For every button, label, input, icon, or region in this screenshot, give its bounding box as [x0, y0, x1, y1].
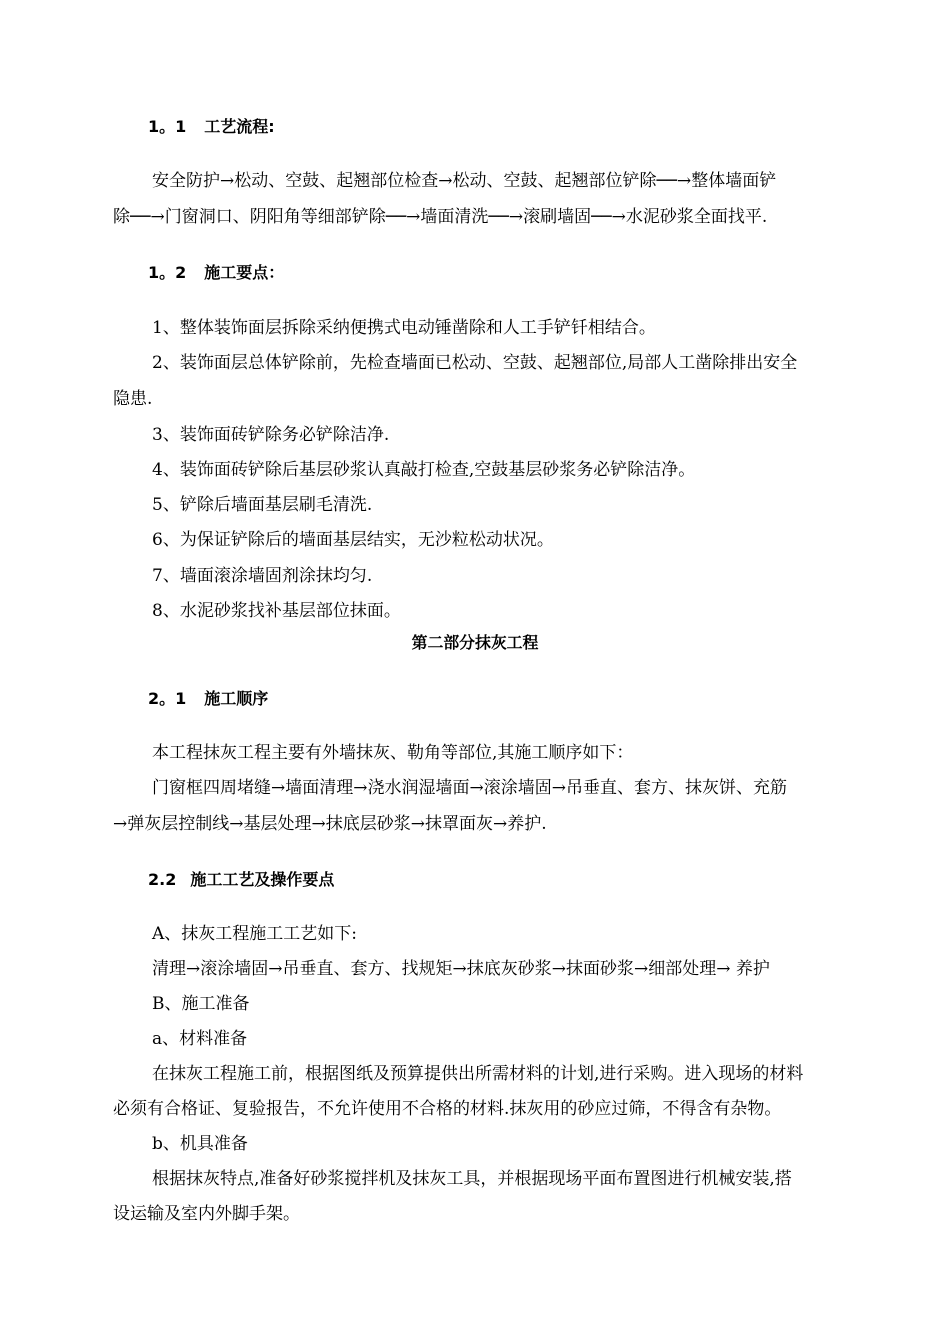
list-item-continuation: 隐患.	[113, 389, 153, 409]
section-heading-1-2	[148, 261, 284, 285]
paragraph-line: 根据抹灰特点,准备好砂浆搅拌机及抹灰工具，并根据现场平面布置图进行机械安装,搭	[152, 1169, 792, 1189]
section-title: 施工工艺及操作要点	[190, 870, 335, 889]
list-item: 6、为保证铲除后的墙面基层结实，无沙粒松动状况。	[152, 530, 554, 550]
list-item: 8、水泥砂浆找补基层部位抹面。	[152, 601, 401, 621]
section-title: 施工顺序	[204, 689, 269, 708]
paragraph-line: 门窗框四周堵缝→墙面清理→浇水润湿墙面→滚涂墙固→吊垂直、套方、抹灰饼、充筋	[152, 778, 787, 798]
section-heading-2-1	[148, 687, 268, 711]
section-number: 2.2	[148, 870, 177, 889]
list-item: 3、装饰面砖铲除务必铲除洁净.	[152, 425, 390, 445]
paragraph-line: 在抹灰工程施工前，根据图纸及预算提供出所需材料的计划,进行采购。进入现场的材料	[152, 1064, 804, 1084]
paragraph-line: 安全防护→松动、空鼓、起翘部位检查→松动、空鼓、起翘部位铲除──→整体墙面铲	[152, 171, 777, 191]
list-item: 5、铲除后墙面基层刷毛清洗.	[152, 495, 373, 515]
section-title: 工艺流程:	[204, 117, 275, 136]
list-item: 7、墙面滚涂墙固剂涂抹均匀.	[152, 566, 373, 586]
paragraph-line: →弹灰层控制线→基层处理→抹底层砂浆→抹罩面灰→养护.	[113, 814, 547, 834]
section-number: 1。2	[148, 263, 187, 282]
section-title: 施工要点：	[204, 263, 285, 282]
list-item: 1、整体装饰面层拆除采纳便携式电动锤凿除和人工手铲钎相结合。	[152, 318, 656, 338]
paragraph-line: b、机具准备	[152, 1134, 248, 1154]
paragraph-line: a、材料准备	[152, 1029, 248, 1049]
paragraph-line: 设运输及室内外脚手架。	[113, 1204, 300, 1224]
section-heading-2-2	[148, 868, 334, 892]
paragraph-line: 本工程抹灰工程主要有外墙抹灰、勒角等部位,其施工顺序如下：	[152, 743, 634, 763]
list-item: 2、装饰面层总体铲除前，先检查墙面已松动、空鼓、起翘部位,局部人工凿除排出安全	[152, 353, 798, 373]
list-item: 4、装饰面砖铲除后基层砂浆认真敲打检查,空鼓基层砂浆务必铲除洁净。	[152, 460, 696, 480]
paragraph-line: B、施工准备	[152, 994, 250, 1014]
section-heading-1-1	[148, 115, 275, 139]
paragraph-line: A、抹灰工程施工工艺如下:	[152, 924, 358, 944]
section-number: 1。1	[148, 117, 187, 136]
paragraph-line: 除──→门窗洞口、阴阳角等细部铲除──→墙面清洗──→滚刷墙固──→水泥砂浆全面找平.	[113, 207, 768, 227]
paragraph-line: 清理→滚涂墙固→吊垂直、套方、找规矩→抹底灰砂浆→抹面砂浆→细部处理→ 养护	[152, 959, 770, 979]
part-title: 第二部分抹灰工程	[411, 633, 539, 652]
section-number: 2。1	[148, 689, 187, 708]
paragraph-line: 必须有合格证、复验报告，不允许使用不合格的材料.抹灰用的砂应过筛，不得含有杂物。	[113, 1099, 782, 1119]
